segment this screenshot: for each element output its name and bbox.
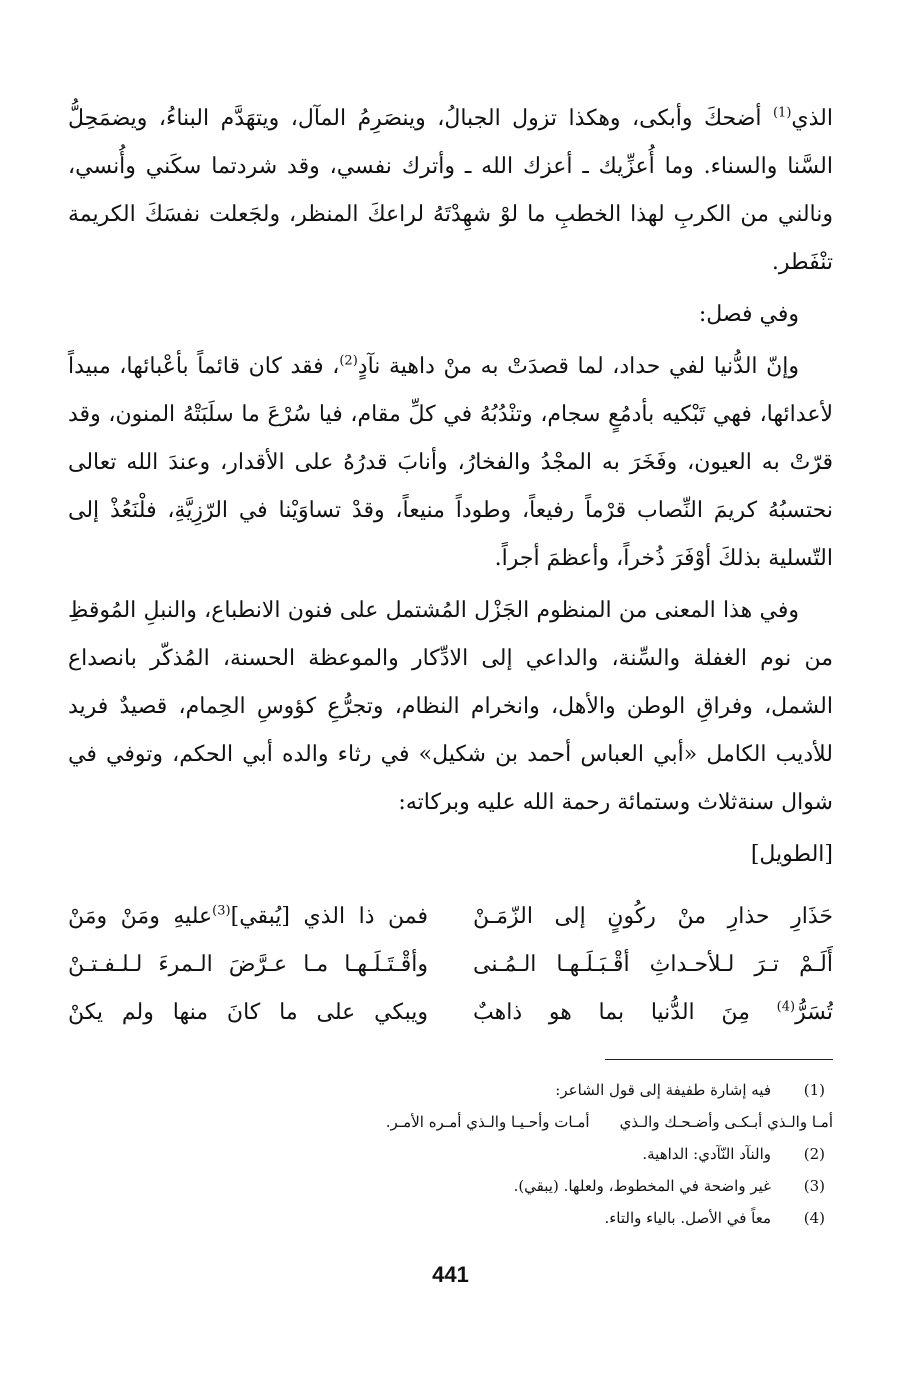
verse-first-hemistich: [473, 989, 833, 1037]
footnote-number: (3): [803, 1177, 825, 1195]
paragraph-1-start: الذي: [791, 106, 833, 131]
quoted-verse-second-half: أمـات وأحـيـا والـذي أمـره الأمـر.: [385, 1113, 590, 1131]
poem: [68, 893, 833, 1037]
footnote-ref-3: (3): [212, 903, 231, 919]
footnote-item: [68, 1170, 833, 1202]
verse-text: فمن ذا الذي [يُبقي]: [230, 904, 428, 929]
footnote-text: معاً في الأصل. بالياء والتاء.: [604, 1209, 771, 1227]
footnote-number: (4): [803, 1209, 825, 1227]
footnote-text: غير واضحة في المخطوط، ولعلها. (يبقي).: [513, 1177, 771, 1195]
verse-text: مِنَ الدُّنيا بما هو ذاهبٌ: [473, 1000, 777, 1025]
footnote-item: [68, 1074, 833, 1106]
poem-verse: [68, 989, 833, 1037]
poem-verse: [68, 893, 833, 941]
footnote-ref-4: (4): [776, 999, 796, 1015]
page-number: 441: [432, 1262, 469, 1287]
footnote-number: (1): [803, 1081, 825, 1099]
poem-verse: [68, 941, 833, 989]
verse-first-hemistich: أَلَـمْ تـرَ لـلأحـداثِ أقْـبَـلَـهـا الـمُـنى: [473, 952, 833, 977]
verse-text: عليهِ ومَنْ ومَنْ: [68, 904, 213, 929]
quoted-verse-first-half: أمـا والـذي أبـكـى وأضـحـك والـذي: [619, 1113, 833, 1131]
paragraph-2: [68, 343, 833, 583]
paragraph-1-rest: أضحكَ وأبكى، وهكذا تزول الجبالُ، وينصَرِمُ المآل، ويتهَدَّم البناءُ، ويضمَحِلُّ السَّنا والسناء. وما أُعزِّيك ـ أعزك الله ـ وأترك نفسي، وقد شردتما سكَني وأُنسي، ونالني من الكربِ لهذا الخطبِ ما لوْ شهِدْتَهُ لراعكَ المنظر، ولجَعلت نفسَكَ الكريمة تنْفَطر.: [68, 106, 833, 275]
verse-second-hemistich: ويبكي على ما كانَ منها ولم يكنْ: [68, 1000, 428, 1025]
paragraph-1: [68, 95, 833, 287]
footnote-item: [68, 1138, 833, 1170]
footnote-quoted-verse: [68, 1106, 833, 1138]
paragraph-2-rest: ، فقد كان قائماً بأعْبائها، مبيداً لأعدائها، فهي تَبْكيه بأدمُعٍ سجام، وتنْدُبُهُ في كلِّ مقام، فيا سُرْعَ ما سلَبَتْهُ المنون، وقد قرّتْ به العيون، وفَخَرَ به المجْدُ والفخارُ، وأنابَ قدرُهُ على الأقدار، وعندَ الله تعالى نحتسبُهُ كريمَ النِّصاب قرْماً رفيعاً، وطوداً منيعاً، وقدْ تساوَيْنا في الرّزِيَّةِ، فلْنَعُذْ إلى التّسلية بذلكَ أوْفَرَ ذُخراً، وأعظمَ أجراً.: [68, 354, 833, 571]
verse-second-hemistich: [68, 893, 428, 941]
footnote-number: (2): [803, 1145, 825, 1163]
section-heading: وفي فصل:: [698, 302, 799, 327]
footnote-text: فيه إشارة طفيفة إلى قول الشاعر:: [555, 1081, 771, 1099]
footnote-text: والنآد النّآدي: الداهية.: [642, 1145, 771, 1163]
footnote-ref-1: (1): [772, 105, 792, 121]
verse-text: تُسَرُّ: [795, 1000, 833, 1025]
verse-first-hemistich: حَذَارِ حذارِ منْ ركُونٍ إلى الزّمَـنْ: [473, 904, 833, 929]
footnotes: [68, 1074, 833, 1234]
meter-label: [الطويل]: [750, 842, 833, 867]
verse-second-hemistich: وأقْـتَـلَـهـا مـا عـرَّضَ الـمرءَ لـلـفـتـنْ: [68, 952, 428, 977]
footnote-ref-2: (2): [339, 353, 358, 369]
paragraph-3: وفي هذا المعنى من المنظوم الجَزْل المُشتمل على فنون الانطباع، والنبلِ المُوقظِ من نوم الغفلة والسِّنة، والداعي إلى الادِّكار والموعظة الحسنة، المُذكّر بانصداع الشمل، وفراقِ الوطن والأهل، وانخرام النظام، وتجرُّعِ كؤوسِ الحِمام، قصيدٌ فريد للأديب الكامل «أبي العباس أحمد بن شكيل» في رثاء والده أبي الحكم، وتوفي في شوال سنةثلاث وستمائة رحمة الله عليه وبركاته:: [68, 598, 833, 815]
footnote-separator: [605, 1059, 833, 1060]
page-body: [68, 95, 833, 1234]
footnote-item: [68, 1202, 833, 1234]
paragraph-2-start: وإنّ الدُّنيا لفي حداد، لما قصدَتْ به منْ داهية نآدٍ: [357, 354, 799, 379]
